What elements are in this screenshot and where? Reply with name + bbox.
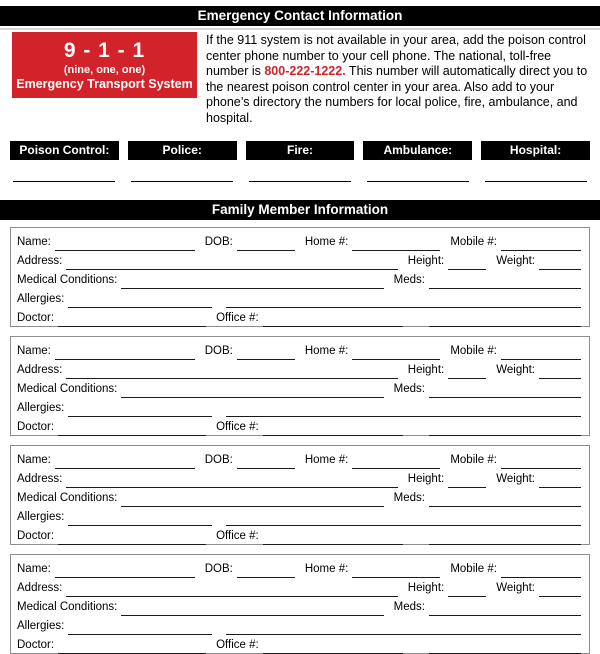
mobile-number-blank-line[interactable] <box>501 237 581 251</box>
allergies-continued-blank-line[interactable] <box>226 294 430 308</box>
weight-label: Weight: <box>496 254 535 267</box>
home-number-blank-line[interactable] <box>352 564 440 578</box>
office-number-blank-line[interactable] <box>263 531 403 545</box>
member-row-identity <box>17 450 583 469</box>
meds-label: Meds: <box>393 382 425 395</box>
doctor-blank-line[interactable] <box>58 422 206 436</box>
contact-label-police: Police: <box>128 141 237 160</box>
doctor-blank-line[interactable] <box>58 313 206 327</box>
poison-control-blank-line[interactable] <box>13 170 115 182</box>
dob-label: DOB: <box>204 562 233 575</box>
height-label: Height: <box>407 254 445 267</box>
member-row-allergies <box>17 289 583 308</box>
address-label: Address: <box>17 472 63 485</box>
weight-label: Weight: <box>496 363 535 376</box>
office-number-blank-line[interactable] <box>263 422 403 436</box>
meds-continued-2-blank-line[interactable] <box>429 313 581 327</box>
home-number-blank-line[interactable] <box>352 455 440 469</box>
name-label: Name: <box>17 235 51 248</box>
meds-label: Meds: <box>393 273 425 286</box>
member-row-doctor <box>17 308 583 327</box>
intro-text-before: If the 911 system is not available in your area, add the poison control center phone number to your cell phone. The national, toll-free number is <box>206 33 586 79</box>
member-row-doctor <box>17 417 583 436</box>
family-member-box-3 <box>10 445 590 545</box>
address-label: Address: <box>17 581 63 594</box>
medical-conditions-blank-line[interactable] <box>121 275 383 289</box>
allergies-blank-line[interactable] <box>68 621 212 635</box>
office-label: Office #: <box>216 529 259 542</box>
allergies-label: Allergies: <box>17 619 65 632</box>
meds-continued-blank-line[interactable] <box>430 294 581 308</box>
emergency-contacts-fill-row <box>13 170 587 182</box>
mobile-number-blank-line[interactable] <box>501 346 581 360</box>
dob-label: DOB: <box>204 453 233 466</box>
mobile-label: Mobile #: <box>450 235 497 248</box>
mobile-label: Mobile #: <box>450 344 497 357</box>
address-blank-line[interactable] <box>66 365 397 379</box>
dob-blank-line[interactable] <box>237 346 295 360</box>
weight-label: Weight: <box>496 581 535 594</box>
office-label: Office #: <box>216 638 259 651</box>
doctor-blank-line[interactable] <box>58 531 206 545</box>
weight-label: Weight: <box>496 472 535 485</box>
member-row-doctor <box>17 526 583 545</box>
dob-label: DOB: <box>204 235 233 248</box>
weight-blank-line[interactable] <box>539 365 581 379</box>
mobile-number-blank-line[interactable] <box>501 564 581 578</box>
poison-control-phone-number: 800-222-1222. <box>264 64 346 79</box>
name-label: Name: <box>17 562 51 575</box>
911-badge <box>12 32 197 98</box>
police-blank-line[interactable] <box>131 170 233 182</box>
emergency-contacts-label-row <box>10 141 590 160</box>
member-row-allergies <box>17 616 583 635</box>
dob-blank-line[interactable] <box>237 564 295 578</box>
doctor-blank-line[interactable] <box>58 640 206 654</box>
contact-label-hospital: Hospital: <box>481 141 590 160</box>
office-number-blank-line[interactable] <box>263 313 403 327</box>
member-row-address <box>17 360 583 379</box>
page-title: Emergency Contact Information <box>0 6 600 26</box>
member-row-allergies <box>17 398 583 417</box>
name-label: Name: <box>17 453 51 466</box>
allergies-continued-blank-line[interactable] <box>226 512 430 526</box>
member-row-medical <box>17 379 583 398</box>
name-blank-line[interactable] <box>55 237 195 251</box>
family-member-box-1 <box>10 227 590 327</box>
address-blank-line[interactable] <box>66 583 397 597</box>
meds-continued-2-blank-line[interactable] <box>429 422 581 436</box>
meds-continued-2-blank-line[interactable] <box>429 640 581 654</box>
office-label: Office #: <box>216 311 259 324</box>
contact-label-ambulance: Ambulance: <box>363 141 472 160</box>
height-blank-line[interactable] <box>448 474 486 488</box>
fire-blank-line[interactable] <box>249 170 351 182</box>
office-label: Office #: <box>216 420 259 433</box>
family-member-box-2 <box>10 336 590 436</box>
height-label: Height: <box>407 363 445 376</box>
doctor-label: Doctor: <box>17 529 55 542</box>
office-number-blank-line[interactable] <box>263 640 403 654</box>
height-blank-line[interactable] <box>448 583 486 597</box>
911-caption: Emergency Transport System <box>16 77 193 91</box>
member-row-identity <box>17 232 583 251</box>
member-row-identity <box>17 341 583 360</box>
height-blank-line[interactable] <box>448 365 486 379</box>
member-row-medical <box>17 597 583 616</box>
allergies-continued-blank-line[interactable] <box>226 621 430 635</box>
home-label: Home #: <box>304 235 349 248</box>
meds-continued-blank-line[interactable] <box>430 621 581 635</box>
name-blank-line[interactable] <box>55 564 195 578</box>
dob-blank-line[interactable] <box>237 237 295 251</box>
medical_conditions-label: Medical Conditions: <box>17 491 118 504</box>
doctor-label: Doctor: <box>17 311 55 324</box>
name-blank-line[interactable] <box>55 346 195 360</box>
address-blank-line[interactable] <box>66 256 397 270</box>
intro-paragraph <box>206 32 588 127</box>
doctor-label: Doctor: <box>17 638 55 651</box>
member-row-medical <box>17 270 583 289</box>
allergies-continued-blank-line[interactable] <box>226 403 430 417</box>
dob-label: DOB: <box>204 344 233 357</box>
medical_conditions-label: Medical Conditions: <box>17 600 118 613</box>
medical-conditions-blank-line[interactable] <box>121 602 383 616</box>
home-label: Home #: <box>304 562 349 575</box>
height-label: Height: <box>407 581 445 594</box>
contact-label-poison-control: Poison Control: <box>10 141 119 160</box>
weight-blank-line[interactable] <box>539 583 581 597</box>
allergies-blank-line[interactable] <box>68 294 212 308</box>
medical-conditions-blank-line[interactable] <box>121 384 383 398</box>
contact-label-fire: Fire: <box>246 141 355 160</box>
member-row-doctor <box>17 635 583 654</box>
address-label: Address: <box>17 363 63 376</box>
meds-blank-line[interactable] <box>429 275 581 289</box>
member-row-medical <box>17 488 583 507</box>
medical_conditions-label: Medical Conditions: <box>17 382 118 395</box>
mobile-label: Mobile #: <box>450 562 497 575</box>
911-number: 9 - 1 - 1 <box>63 39 146 62</box>
emergency-contact-form-page <box>0 6 600 654</box>
mobile-label: Mobile #: <box>450 453 497 466</box>
weight-blank-line[interactable] <box>539 474 581 488</box>
home-number-blank-line[interactable] <box>352 346 440 360</box>
family-member-box-4 <box>10 554 590 654</box>
address-label: Address: <box>17 254 63 267</box>
allergies-label: Allergies: <box>17 510 65 523</box>
ambulance-blank-line[interactable] <box>367 170 469 182</box>
allergies-blank-line[interactable] <box>68 512 212 526</box>
address-blank-line[interactable] <box>66 474 397 488</box>
allergies-label: Allergies: <box>17 292 65 305</box>
mobile-number-blank-line[interactable] <box>501 455 581 469</box>
meds-continued-2-blank-line[interactable] <box>429 531 581 545</box>
home-number-blank-line[interactable] <box>352 237 440 251</box>
meds-blank-line[interactable] <box>429 602 581 616</box>
hospital-blank-line[interactable] <box>485 170 587 182</box>
meds-blank-line[interactable] <box>429 384 581 398</box>
title-divider <box>0 28 600 30</box>
allergies-blank-line[interactable] <box>68 403 212 417</box>
doctor-label: Doctor: <box>17 420 55 433</box>
name-label: Name: <box>17 344 51 357</box>
meds-label: Meds: <box>393 491 425 504</box>
home-label: Home #: <box>304 344 349 357</box>
weight-blank-line[interactable] <box>539 256 581 270</box>
intro-text-after: This number will automatically direct you to the nearest poison control center in your area. Also add to your phone’s directory the numbers for local police, fire, ambulance, and hospital. <box>206 64 588 125</box>
meds-blank-line[interactable] <box>429 493 581 507</box>
allergies-label: Allergies: <box>17 401 65 414</box>
dob-blank-line[interactable] <box>237 455 295 469</box>
medical-conditions-blank-line[interactable] <box>121 493 383 507</box>
member-row-address <box>17 578 583 597</box>
height-label: Height: <box>407 472 445 485</box>
meds-continued-blank-line[interactable] <box>430 512 581 526</box>
family-members-list <box>0 227 600 654</box>
member-row-allergies <box>17 507 583 526</box>
name-blank-line[interactable] <box>55 455 195 469</box>
meds-continued-blank-line[interactable] <box>430 403 581 417</box>
member-row-address <box>17 469 583 488</box>
member-row-address <box>17 251 583 270</box>
intro-section <box>12 32 588 127</box>
home-label: Home #: <box>304 453 349 466</box>
911-subtitle: (nine, one, one) <box>63 64 146 76</box>
meds-label: Meds: <box>393 600 425 613</box>
member-row-identity <box>17 559 583 578</box>
family-section-title: Family Member Information <box>0 200 600 220</box>
height-blank-line[interactable] <box>448 256 486 270</box>
medical_conditions-label: Medical Conditions: <box>17 273 118 286</box>
